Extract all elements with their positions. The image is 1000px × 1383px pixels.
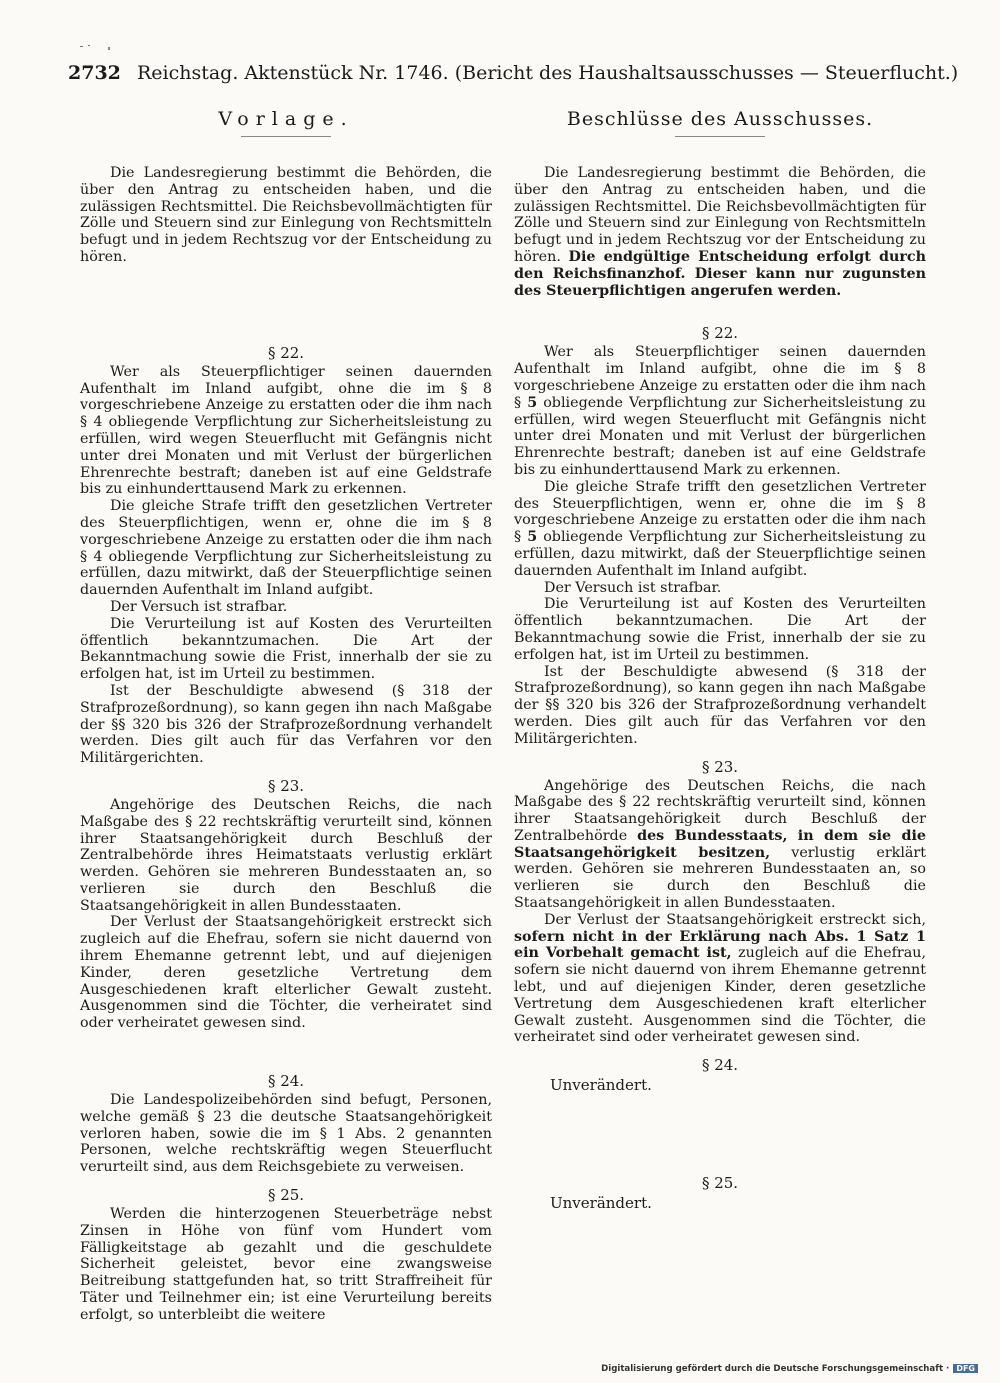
right-section-25-heading: § 25.: [701, 1174, 739, 1193]
right-s23-paragraph-1: [514, 778, 926, 912]
column-title-beschluesse: Beschlüsse des Ausschusses.: [566, 108, 874, 130]
right-s23-p2-text-a: Der Verlust der Staatsangehörigkeit erstreckt sich,: [544, 911, 926, 928]
right-s24-unchanged: Unverändert.: [550, 1076, 652, 1095]
left-s25-paragraph: Werden die hinterzogenen Steuerbeträge nebst Zinsen in Höhe von fünf vom Hundert vom Fälligkeitstage ab gezahlt und die geschuldete Sicherheit geleistet, bevor eine zwangsweise Beitreibung stattgefunden hat, so tritt Straffreiheit für Täter und Teilnehmer ein; ist eine Verurteilung bereits erfolgt, so unterbleibt die weitere: [80, 1206, 492, 1323]
title-rule: [675, 136, 765, 163]
right-s22-paragraph-5: Ist der Beschuldigte abwesend (§ 318 der Strafprozeßordnung), so kann gegen ihn nach Maßgabe der §§ 320 bis 326 der Strafprozeßordnung verhandelt werden. Dies gilt auch für das Verfahren vor den Militärgerichten.: [514, 663, 926, 747]
right-s23-p1-text-a: Angehörige des Deutschen Reichs, die nach Maßgabe des § 22 rechtskräftig verurteilt sind, können ihrer Staatsangehörigkeit durch Beschluß der Zentralbehörde: [514, 777, 926, 844]
right-s22-p2-text-b: obliegende Verpflichtung zur Sicherheitsleistung zu erfüllen, dazu mitwirkt, daß der Steuerpflichtige seinen dauernden Aufenthalt im Inland aufgibt.: [514, 529, 927, 579]
dfg-logo: DFG: [953, 1364, 978, 1373]
left-s22-paragraph-4: Die Verurteilung ist auf Kosten des Verurteilten öffentlich bekanntzumachen. Die Art der Bekanntmachung sowie die Frist, innerhalb der sie zu erfolgen hat, ist im Urteil zu bestimmen.: [80, 615, 492, 683]
left-section-24-heading: § 24.: [267, 1072, 305, 1091]
column-vorlage: [80, 108, 492, 1324]
left-intro-paragraph: Die Landesregierung bestimmt die Behörden, die über den Antrag zu entscheiden haben, und die zulässigen Rechtsmittel. Die Reichsbevollmächtigten für Zölle und Steuern sind zur Einlegung von Rechtsmitteln befugt und in jedem Rechtszug vor der Entscheidung zu hören.: [80, 165, 492, 265]
left-s23-paragraph-1: Angehörige des Deutschen Reichs, die nach Maßgabe des § 22 rechtskräftig verurteilt sind, können ihrer Staatsangehörigkeit durch Beschluß der Zentralbehörde ihres Heimatstaats verlustig erklärt werden. Gehören sie mehreren Bundesstaaten an, so verlieren sie durch den Beschluß die Staatsangehörigkeit in allen Bundesstaaten.: [80, 796, 492, 914]
left-s22-paragraph-2: Die gleiche Strafe trifft den gesetzlichen Vertreter des Steuerpflichtigen, wenn er, ohne die im § 8 vorgeschriebene Anzeige zu erstatten oder die ihm nach § 4 obliegende Verpflichtung zur Sicherheitsleistung zu erfüllen, dazu mitwirkt, daß der Steuerpflichtige seinen dauernden Aufenthalt im Inland aufgibt.: [80, 498, 492, 599]
left-s22-paragraph-3: Der Versuch ist strafbar.: [110, 598, 288, 615]
column-beschluesse: [514, 108, 926, 1212]
digitization-credit: [601, 1364, 978, 1374]
right-s22-p1-text-b: obliegende Verpflichtung zur Sicherheitsleistung zu erfüllen, wird wegen Steuerflucht mit Gefängnis nicht unter drei Monaten und mit Verlust der bürgerlichen Ehrenrechte bestraft; daneben ist auf eine Geldstrafe bis zu einhunderttausend Mark zu erkennen.: [514, 394, 927, 478]
right-s22-p2-amended-number: 5: [527, 529, 538, 546]
page-header: [68, 62, 959, 84]
right-s23-p2-amendment: sofern nicht in der Erklärung nach Abs. 1 Satz 1 ein Vorbehalt gemacht ist,: [514, 928, 926, 962]
left-s24-paragraph: Die Landespolizeibehörden sind befugt, Personen, welche gemäß § 23 die deutsche Staatsangehörigkeit verloren haben, sowie die im § 1 Abs. 2 genannten Personen, welche rechtskräftig wegen Steuerflucht verurteilt sind, aus dem Reichsgebiete zu verweisen.: [80, 1092, 492, 1176]
right-s22-paragraph-1: [514, 344, 926, 478]
left-section-25-heading: § 25.: [267, 1186, 305, 1205]
right-section-24-heading: § 24.: [701, 1056, 739, 1075]
right-s23-p2-text-b: zugleich auf die Ehefrau, sofern sie nicht dauernd von ihrem Ehemanne getrennt lebt, und auf diejenigen Kinder, deren gesetzliche Vertretung dem Ausgeschiedenen kraft elterlicher Gewalt zusteht. Ausgenommen sind die Töchter, die verheiratet sind oder verheiratet gewesen sind.: [514, 945, 927, 1046]
right-s22-paragraph-4: Die Verurteilung ist auf Kosten des Verurteilten öffentlich bekanntzumachen. Die Art der Bekanntmachung sowie die Frist, innerhalb der sie zu erfolgen hat, ist im Urteil zu bestimmen.: [514, 596, 926, 663]
right-s22-p2-text-a: Die gleiche Strafe trifft den gesetzlichen Vertreter des Steuerpflichtigen, wenn er, ohne die im § 8 vorgeschriebene Anzeige zu erstatten oder die ihm nach §: [514, 478, 926, 546]
left-section-23-heading: § 23.: [267, 776, 305, 795]
right-s25-unchanged: Unverändert.: [550, 1194, 652, 1213]
right-intro-paragraph: [514, 165, 926, 299]
right-intro-text: Die Landesregierung bestimmt die Behörden, die über den Antrag zu entscheiden haben, und die zulässigen Rechtsmittel. Die Reichsbevollmächtigten für Zölle und Steuern sind zur Einlegung von Rechtsmitteln befugt und in jedem Rechtszug vor der Entscheidung zu hören.: [514, 165, 926, 265]
running-title: Reichstag. Aktenstück Nr. 1746. (Bericht des Haushaltsausschusses — Steuerflucht.): [136, 62, 959, 84]
title-rule: [241, 136, 331, 163]
left-s23-paragraph-2: Der Verlust der Staatsangehörigkeit erstreckt sich zugleich auf die Ehefrau, sofern sie nicht dauernd von ihrem Ehemanne getrennt lebt, und auf diejenigen Kinder, deren gesetzliche Vertretung dem Ausgeschiedenen kraft elterlicher Gewalt zusteht. Ausgenommen sind die Töchter, die verheiratet sind oder verheiratet gewesen sind.: [80, 914, 492, 1032]
left-s22-paragraph-1: Wer als Steuerpflichtiger seinen dauernden Aufenthalt im Inland aufgibt, ohne die im § 8 vorgeschriebene Anzeige zu erstatten oder die ihm nach § 4 obliegende Verpflichtung zur Sicherheitsleistung zu erfüllen, wird wegen Steuerflucht mit Gefängnis nicht unter drei Monaten und mit Verlust der bürgerlichen Ehrenrechte bestraft; daneben ist auf eine Geldstrafe bis zu einhunderttausend Mark zu erkennen.: [80, 363, 492, 498]
right-s22-p1-amended-number: 5: [527, 394, 538, 411]
right-intro-amendment: Die endgültige Entscheidung erfolgt durch den Reichsfinanzhof. Dieser kann nur zugunsten des Steuerpflichtigen angerufen werden.: [514, 248, 927, 299]
right-s23-p1-amendment: des Bundesstaats, in dem sie die Staatsangehörigkeit besitzen,: [514, 827, 926, 861]
right-section-22-heading: § 22.: [701, 324, 739, 343]
right-section-23-heading: § 23.: [701, 757, 739, 776]
left-s22-paragraph-5: Ist der Beschuldigte abwesend (§ 318 der Strafprozeßordnung), so kann gegen ihn nach Maßgabe der §§ 320 bis 326 der Strafprozeßordnung verhandelt werden. Dies gilt auch für das Verfahren vor den Militärgerichten.: [80, 682, 492, 767]
column-title-vorlage: Vorlage.: [218, 108, 354, 130]
right-s22-p1-text-a: Wer als Steuerpflichtiger seinen dauernden Aufenthalt im Inland aufgibt, ohne die im § 8 vorgeschriebene Anzeige zu erstatten oder die ihm nach §: [514, 344, 926, 411]
left-section-22-heading: § 22.: [267, 343, 305, 362]
right-s23-paragraph-2: [514, 912, 926, 1046]
credit-text: Digitalisierung gefördert durch die Deutsche Forschungsgemeinschaft ·: [601, 1364, 950, 1374]
scan-specks: [78, 40, 138, 54]
right-s22-paragraph-2: [514, 479, 926, 580]
page-number: 2732: [68, 62, 121, 84]
right-s23-p1-text-b: verlustig erklärt werden. Gehören sie mehreren Bundesstaaten an, so verlieren sie durch den Beschluß die Staatsangehörigkeit in allen Bundesstaaten.: [514, 844, 926, 912]
right-s22-paragraph-3: Der Versuch ist strafbar.: [544, 579, 722, 596]
